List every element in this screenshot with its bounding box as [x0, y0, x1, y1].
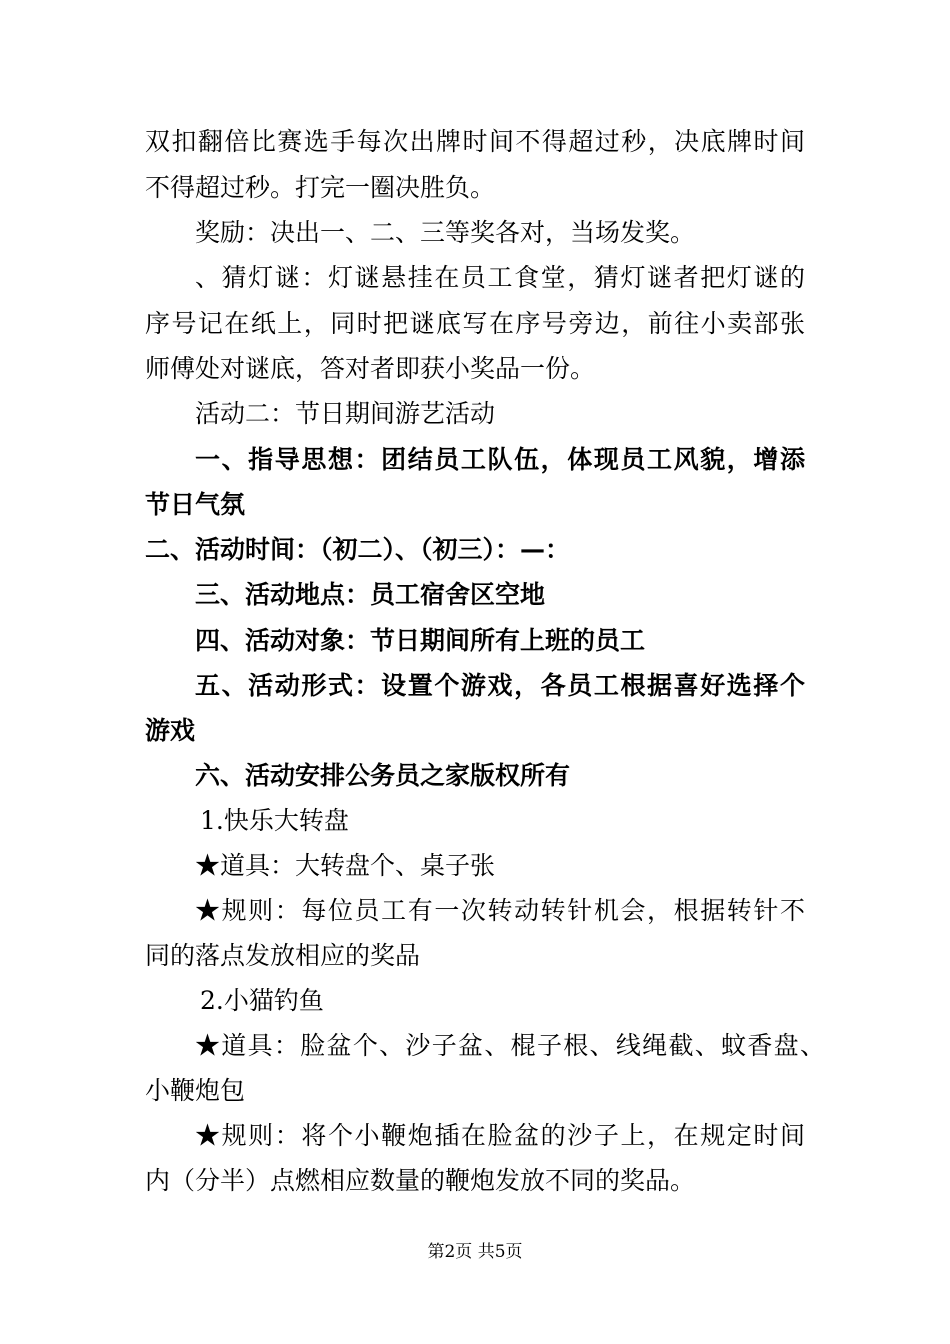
paragraph-line: ★规则：每位员工有一次转动转针机会，根据转针不: [195, 896, 805, 925]
section-heading: 活动二：节日期间游艺活动: [195, 399, 496, 428]
paragraph-line: 、猜灯谜：灯谜悬挂在员工食堂，猜灯谜者把灯谜的: [195, 263, 805, 292]
bold-heading-line: 五、活动形式：设置个游戏，各员工根据喜好选择个: [195, 671, 805, 700]
list-item-title: 2.小猫钓鱼: [200, 986, 324, 1015]
paragraph-line: 双扣翻倍比赛选手每次出牌时间不得超过秒，决底牌时间: [145, 127, 805, 156]
bold-heading-line: 节日气氛: [145, 490, 246, 519]
bold-heading-line: 二、活动时间：（初二）、（初三）：—：: [145, 535, 571, 564]
bold-heading-line: 三、活动地点：员工宿舍区空地: [195, 580, 546, 609]
list-item-title: 1.快乐大转盘: [200, 806, 349, 835]
paragraph-line: 不得超过秒。打完一圈决胜负。: [145, 173, 496, 202]
page-number-label: 第2页 共5页: [427, 1242, 523, 1262]
bold-heading-line: 六、活动安排公务员之家版权所有: [195, 761, 571, 790]
bold-heading-line: 四、活动对象：节日期间所有上班的员工: [195, 626, 646, 655]
paragraph-line: 同的落点发放相应的奖品: [145, 941, 421, 970]
paragraph-line: ★道具：大转盘个、桌子张: [195, 851, 496, 880]
paragraph-line: 小鞭炮包: [145, 1076, 246, 1105]
paragraph-line: ★规则：将个小鞭炮插在脸盆的沙子上，在规定时间: [195, 1121, 805, 1150]
paragraph-line: 内（分半）点燃相应数量的鞭炮发放不同的奖品。: [145, 1166, 696, 1195]
paragraph-line: ★道具：脸盆个、沙子盆、棍子根、线绳截、蚊香盘、: [195, 1031, 825, 1060]
page-footer: [0, 1240, 950, 1264]
bold-heading-line: 游戏: [145, 716, 196, 745]
paragraph-line: 序号记在纸上，同时把谜底写在序号旁边，前往小卖部张: [145, 309, 805, 338]
bold-heading-line: 一、指导思想：团结员工队伍，体现员工风貌，增添: [195, 445, 805, 474]
paragraph-line: 师傅处对谜底，答对者即获小奖品一份。: [145, 354, 596, 383]
paragraph-line: 奖励：决出一、二、三等奖各对，当场发奖。: [195, 218, 696, 247]
